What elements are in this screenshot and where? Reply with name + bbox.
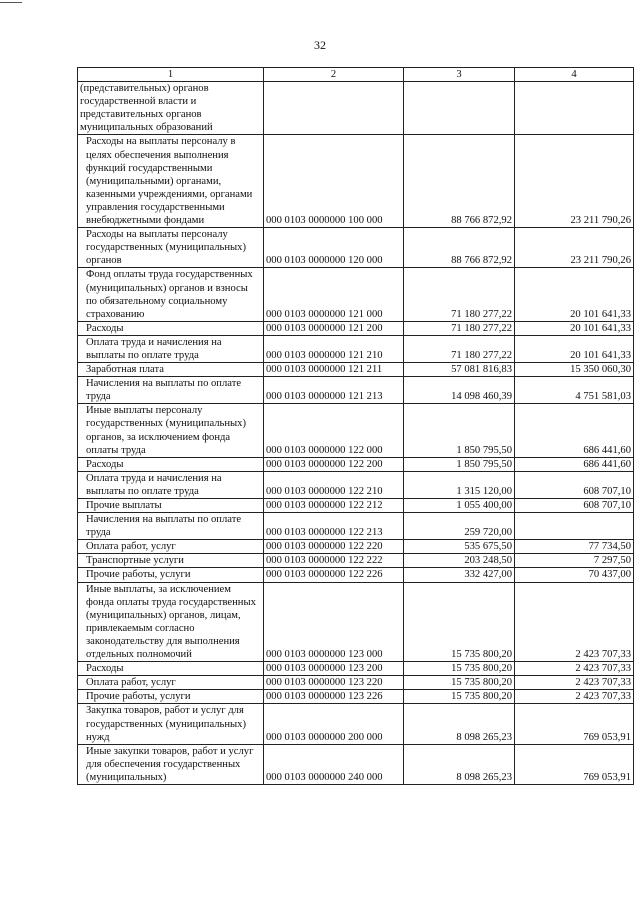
table-row <box>78 82 634 135</box>
row-value-col3-cell: 15 735 800,20 <box>404 662 515 676</box>
row-value-col3-cell: 71 180 277,22 <box>404 335 515 362</box>
column-header-4: 4 <box>515 68 634 82</box>
row-value-col3-cell: 332 427,00 <box>404 568 515 582</box>
row-code-cell: 000 0103 0000000 123 226 <box>264 690 404 704</box>
row-value-col4-cell: 769 053,91 <box>515 744 634 784</box>
row-value-col3-cell: 15 735 800,20 <box>404 582 515 662</box>
table-row <box>78 268 634 321</box>
row-value-col4-cell: 7 297,50 <box>515 554 634 568</box>
row-value-col4-cell: 23 211 790,26 <box>515 228 634 268</box>
row-name-cell: Расходы на выплаты персоналу в целях обеспечения выполнения функций государственными (муниципальными) органами, казенными учреждениями, органами управления государственными внебюджетными фондами <box>78 135 264 228</box>
row-value-col4-cell: 20 101 641,33 <box>515 268 634 321</box>
row-value-col3-cell: 71 180 277,22 <box>404 268 515 321</box>
row-code-cell: 000 0103 0000000 200 000 <box>264 704 404 744</box>
row-name-cell: Иные выплаты, за исключением фонда оплаты труда государственных (муниципальных) органов, лицам, привлекаемым согласно законодательству для выполнения отдельных полномочий <box>78 582 264 662</box>
row-code-cell: 000 0103 0000000 122 200 <box>264 457 404 471</box>
row-value-col3-cell: 1 055 400,00 <box>404 499 515 513</box>
row-code-cell: 000 0103 0000000 121 210 <box>264 335 404 362</box>
row-value-col3-cell <box>404 82 515 135</box>
table-row <box>78 335 634 362</box>
table-row <box>78 554 634 568</box>
table-header-row <box>78 68 634 82</box>
row-name-cell: Начисления на выплаты по оплате труда <box>78 513 264 540</box>
row-code-cell: 000 0103 0000000 122 213 <box>264 513 404 540</box>
row-name-cell: Оплата труда и начисления на выплаты по оплате труда <box>78 335 264 362</box>
row-value-col4-cell: 4 751 581,03 <box>515 377 634 404</box>
table-row <box>78 457 634 471</box>
row-value-col3-cell: 8 098 265,23 <box>404 704 515 744</box>
row-code-cell: 000 0103 0000000 123 000 <box>264 582 404 662</box>
row-value-col3-cell: 203 248,50 <box>404 554 515 568</box>
row-value-col4-cell: 77 734,50 <box>515 540 634 554</box>
row-code-cell: 000 0103 0000000 240 000 <box>264 744 404 784</box>
row-name-cell: Оплата работ, услуг <box>78 540 264 554</box>
row-code-cell: 000 0103 0000000 122 210 <box>264 471 404 498</box>
row-value-col3-cell: 88 766 872,92 <box>404 228 515 268</box>
row-code-cell <box>264 82 404 135</box>
row-value-col4-cell <box>515 513 634 540</box>
table-row <box>78 540 634 554</box>
row-value-col3-cell: 259 720,00 <box>404 513 515 540</box>
row-name-cell: Прочие выплаты <box>78 499 264 513</box>
row-name-cell: Расходы <box>78 321 264 335</box>
row-value-col3-cell: 57 081 816,83 <box>404 363 515 377</box>
table-row <box>78 321 634 335</box>
row-code-cell: 000 0103 0000000 122 212 <box>264 499 404 513</box>
table-row <box>78 690 634 704</box>
row-code-cell: 000 0103 0000000 121 211 <box>264 363 404 377</box>
table-row <box>78 704 634 744</box>
row-name-cell: Прочие работы, услуги <box>78 690 264 704</box>
top-rule <box>0 2 22 3</box>
row-value-col4-cell: 70 437,00 <box>515 568 634 582</box>
row-code-cell: 000 0103 0000000 122 222 <box>264 554 404 568</box>
row-value-col3-cell: 535 675,50 <box>404 540 515 554</box>
row-value-col3-cell: 1 315 120,00 <box>404 471 515 498</box>
row-name-cell: Расходы на выплаты персоналу государственных (муниципальных) органов <box>78 228 264 268</box>
row-name-cell: Расходы <box>78 457 264 471</box>
row-code-cell: 000 0103 0000000 121 200 <box>264 321 404 335</box>
row-value-col3-cell: 1 850 795,50 <box>404 404 515 457</box>
row-code-cell: 000 0103 0000000 122 226 <box>264 568 404 582</box>
table-row <box>78 662 634 676</box>
table-row <box>78 582 634 662</box>
row-name-cell: Закупка товаров, работ и услуг для государственных (муниципальных) нужд <box>78 704 264 744</box>
row-code-cell: 000 0103 0000000 122 220 <box>264 540 404 554</box>
row-name-cell: Иные выплаты персоналу государственных (муниципальных) органов, за исключением фонда оплаты труда <box>78 404 264 457</box>
row-code-cell: 000 0103 0000000 123 200 <box>264 662 404 676</box>
row-value-col4-cell <box>515 82 634 135</box>
row-value-col3-cell: 14 098 460,39 <box>404 377 515 404</box>
page-number: 32 <box>314 38 326 52</box>
table-row <box>78 228 634 268</box>
table-body <box>78 82 634 785</box>
row-name-cell: Иные закупки товаров, работ и услуг для обеспечения государственных (муниципальных) <box>78 744 264 784</box>
row-value-col3-cell: 8 098 265,23 <box>404 744 515 784</box>
row-name-cell: Транспортные услуги <box>78 554 264 568</box>
column-header-3: 3 <box>404 68 515 82</box>
row-code-cell: 000 0103 0000000 123 220 <box>264 676 404 690</box>
row-name-cell: Оплата труда и начисления на выплаты по оплате труда <box>78 471 264 498</box>
table-row <box>78 513 634 540</box>
row-code-cell: 000 0103 0000000 121 213 <box>264 377 404 404</box>
table-row <box>78 568 634 582</box>
table-row <box>78 676 634 690</box>
table-row <box>78 744 634 784</box>
row-value-col4-cell: 686 441,60 <box>515 404 634 457</box>
row-code-cell: 000 0103 0000000 100 000 <box>264 135 404 228</box>
row-value-col4-cell: 2 423 707,33 <box>515 690 634 704</box>
row-name-cell: Начисления на выплаты по оплате труда <box>78 377 264 404</box>
column-header-1: 1 <box>78 68 264 82</box>
row-value-col4-cell: 23 211 790,26 <box>515 135 634 228</box>
table-row <box>78 404 634 457</box>
row-value-col3-cell: 1 850 795,50 <box>404 457 515 471</box>
row-value-col4-cell: 769 053,91 <box>515 704 634 744</box>
row-value-col4-cell: 608 707,10 <box>515 471 634 498</box>
table-row <box>78 471 634 498</box>
row-name-cell: Фонд оплаты труда государственных (муниципальных) органов и взносы по обязательному социальному страхованию <box>78 268 264 321</box>
row-value-col4-cell: 608 707,10 <box>515 499 634 513</box>
budget-table <box>77 67 634 785</box>
row-value-col3-cell: 71 180 277,22 <box>404 321 515 335</box>
row-name-cell: Расходы <box>78 662 264 676</box>
row-value-col4-cell: 20 101 641,33 <box>515 321 634 335</box>
table-row <box>78 363 634 377</box>
column-header-2: 2 <box>264 68 404 82</box>
row-name-cell: Оплата работ, услуг <box>78 676 264 690</box>
row-name-cell: Заработная плата <box>78 363 264 377</box>
row-value-col4-cell: 686 441,60 <box>515 457 634 471</box>
row-code-cell: 000 0103 0000000 122 000 <box>264 404 404 457</box>
row-value-col4-cell: 2 423 707,33 <box>515 582 634 662</box>
row-name-cell: Прочие работы, услуги <box>78 568 264 582</box>
table-row <box>78 377 634 404</box>
row-value-col4-cell: 2 423 707,33 <box>515 662 634 676</box>
row-value-col4-cell: 2 423 707,33 <box>515 676 634 690</box>
row-value-col3-cell: 15 735 800,20 <box>404 690 515 704</box>
table-row <box>78 499 634 513</box>
row-value-col3-cell: 15 735 800,20 <box>404 676 515 690</box>
row-value-col4-cell: 20 101 641,33 <box>515 335 634 362</box>
row-code-cell: 000 0103 0000000 120 000 <box>264 228 404 268</box>
row-value-col3-cell: 88 766 872,92 <box>404 135 515 228</box>
row-name-cell: (представительных) органов государственной власти и представительных органов муниципальных образований <box>78 82 264 135</box>
row-code-cell: 000 0103 0000000 121 000 <box>264 268 404 321</box>
row-value-col4-cell: 15 350 060,30 <box>515 363 634 377</box>
table-row <box>78 135 634 228</box>
